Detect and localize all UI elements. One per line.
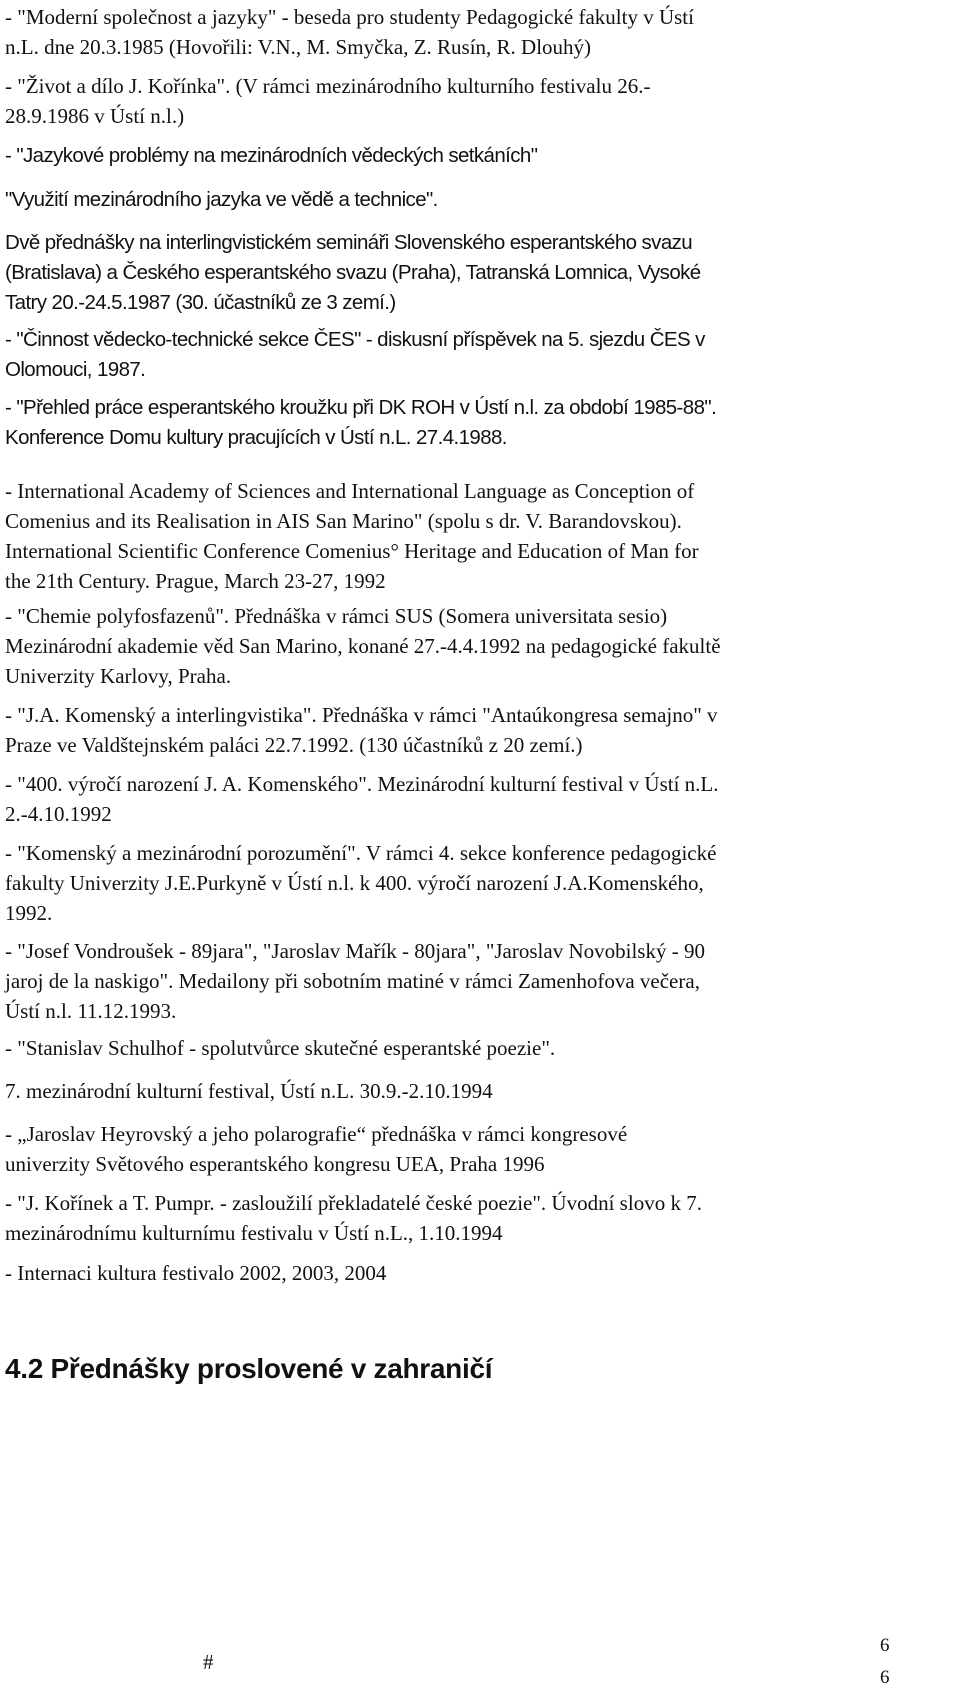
entry-line: univerzity Světového esperantského kongresu UEA, Praha 1996 bbox=[5, 1152, 545, 1176]
entry-line: (Bratislava) a Českého esperantského svazu (Praha), Tatranská Lomnica, Vysoké bbox=[5, 261, 701, 284]
entry-line: Comenius and its Realisation in AIS San Marino" (spolu s dr. V. Barandovskou). bbox=[5, 509, 682, 533]
entry-15 bbox=[5, 1076, 893, 1106]
entry-line: 7. mezinárodní kulturní festival, Ústí n.L. 30.9.-2.10.1994 bbox=[5, 1079, 493, 1103]
entry-line: the 21th Century. Prague, March 23-27, 1992 bbox=[5, 569, 386, 593]
entry-line: Ústí n.l. 11.12.1993. bbox=[5, 999, 177, 1023]
entry-line: Praze ve Valdštejnském paláci 22.7.1992. (130 účastníků z 20 zemí.) bbox=[5, 733, 583, 757]
entry-3 bbox=[5, 141, 893, 171]
entry-line: jaroj de la naskigo". Medailony při sobotním matiné v rámci Zamenhofova večera, bbox=[5, 969, 700, 993]
entry-4 bbox=[5, 185, 893, 215]
entry-line: 28.9.1986 v Ústí n.l.) bbox=[5, 104, 185, 128]
entry-line: - "Činnost vědecko-technické sekce ČES" - diskusní příspěvek na 5. sjezdu ČES v bbox=[5, 328, 705, 351]
entry-line: - "Přehled práce esperantského kroužku při DK ROH v Ústí n.l. za období 1985-88". bbox=[5, 396, 717, 419]
entry-line: 2.-4.10.1992 bbox=[5, 802, 112, 826]
entry-5 bbox=[5, 228, 893, 318]
entry-line: Dvě přednášky na interlingvistickém semináři Slovenského esperantského svazu bbox=[5, 231, 693, 254]
entry-line: - "J.A. Komenský a interlingvistika". Přednáška v rámci "Antaúkongresa semajno" v bbox=[5, 703, 718, 727]
footer-hash: # bbox=[203, 1650, 214, 1674]
entry-16 bbox=[5, 1119, 893, 1179]
entry-line: - "400. výročí narození J. A. Komenského". Mezinárodní kulturní festival v Ústí n.L. bbox=[5, 772, 719, 796]
entry-line: - "Stanislav Schulhof - spolutvůrce skutečné esperantské poezie". bbox=[5, 1036, 556, 1060]
entry-line: - Internaci kultura festivalo 2002, 2003, 2004 bbox=[5, 1261, 387, 1285]
entry-1 bbox=[5, 2, 893, 62]
entry-line: n.L. dne 20.3.1985 (Hovořili: V.N., M. Smyčka, Z. Rusín, R. Dlouhý) bbox=[5, 35, 592, 59]
entry-line: International Scientific Conference Comenius° Heritage and Education of Man for bbox=[5, 539, 699, 563]
page-number-small: 6 bbox=[880, 1667, 890, 1688]
entry-11 bbox=[5, 769, 893, 829]
entry-10 bbox=[5, 700, 893, 760]
entry-line: fakulty Univerzity J.E.Purkyně v Ústí n.l. k 400. výročí narození J.A.Komenského, bbox=[5, 871, 704, 895]
entry-8 bbox=[5, 476, 893, 596]
entry-line: Olomouci, 1987. bbox=[5, 358, 146, 381]
entry-12 bbox=[5, 838, 893, 928]
footer-page-number bbox=[880, 1630, 890, 1694]
entry-line: Konference Domu kultury pracujících v Ústí n.L. 27.4.1988. bbox=[5, 426, 507, 449]
entry-line: - International Academy of Sciences and International Language as Conception of bbox=[5, 479, 695, 503]
entry-line: - "Josef Vondroušek - 89jara", "Jaroslav Mařík - 80jara", "Jaroslav Novobilský - 90 bbox=[5, 939, 705, 963]
section-heading: 4.2 Přednášky proslovené v zahraničí bbox=[5, 1353, 493, 1384]
page-number: 6 bbox=[880, 1635, 890, 1656]
entry-line: Mezinárodní akademie věd San Marino, konané 27.-4.4.1992 na pedagogické fakultě bbox=[5, 634, 721, 658]
entry-line: Tatry 20.-24.5.1987 (30. účastníků ze 3 zemí.) bbox=[5, 291, 396, 314]
entry-line: - "Moderní společnost a jazyky" - beseda pro studenty Pedagogické fakulty v Ústí bbox=[5, 5, 694, 29]
entry-line: Univerzity Karlovy, Praha. bbox=[5, 664, 232, 688]
entry-9 bbox=[5, 601, 893, 691]
entry-6 bbox=[5, 325, 893, 385]
entry-2 bbox=[5, 71, 893, 131]
entry-line: - "J. Kořínek a T. Pumpr. - zasloužilí překladatelé české poezie". Úvodní slovo k 7. bbox=[5, 1191, 702, 1215]
entry-7 bbox=[5, 393, 893, 453]
entry-14 bbox=[5, 1033, 893, 1063]
entry-13 bbox=[5, 936, 893, 1026]
entry-line: mezinárodnímu kulturnímu festivalu v Ústí n.L., 1.10.1994 bbox=[5, 1221, 503, 1245]
entry-line: - "Jazykové problémy na mezinárodních vědeckých setkáních" bbox=[5, 144, 538, 167]
entry-line: "Využití mezinárodního jazyka ve vědě a technice". bbox=[5, 188, 438, 211]
entry-line: - „Jaroslav Heyrovský a jeho polarografie“ přednáška v rámci kongresové bbox=[5, 1122, 628, 1146]
entry-line: - "Komenský a mezinárodní porozumění". V rámci 4. sekce konference pedagogické bbox=[5, 841, 717, 865]
entry-line: - "Chemie polyfosfazenů". Přednáška v rámci SUS (Somera universitata sesio) bbox=[5, 604, 668, 628]
entry-18 bbox=[5, 1258, 893, 1288]
entry-17 bbox=[5, 1188, 893, 1248]
entry-line: - "Život a dílo J. Kořínka". (V rámci mezinárodního kulturního festivalu 26.- bbox=[5, 74, 651, 98]
entry-line: 1992. bbox=[5, 901, 53, 925]
